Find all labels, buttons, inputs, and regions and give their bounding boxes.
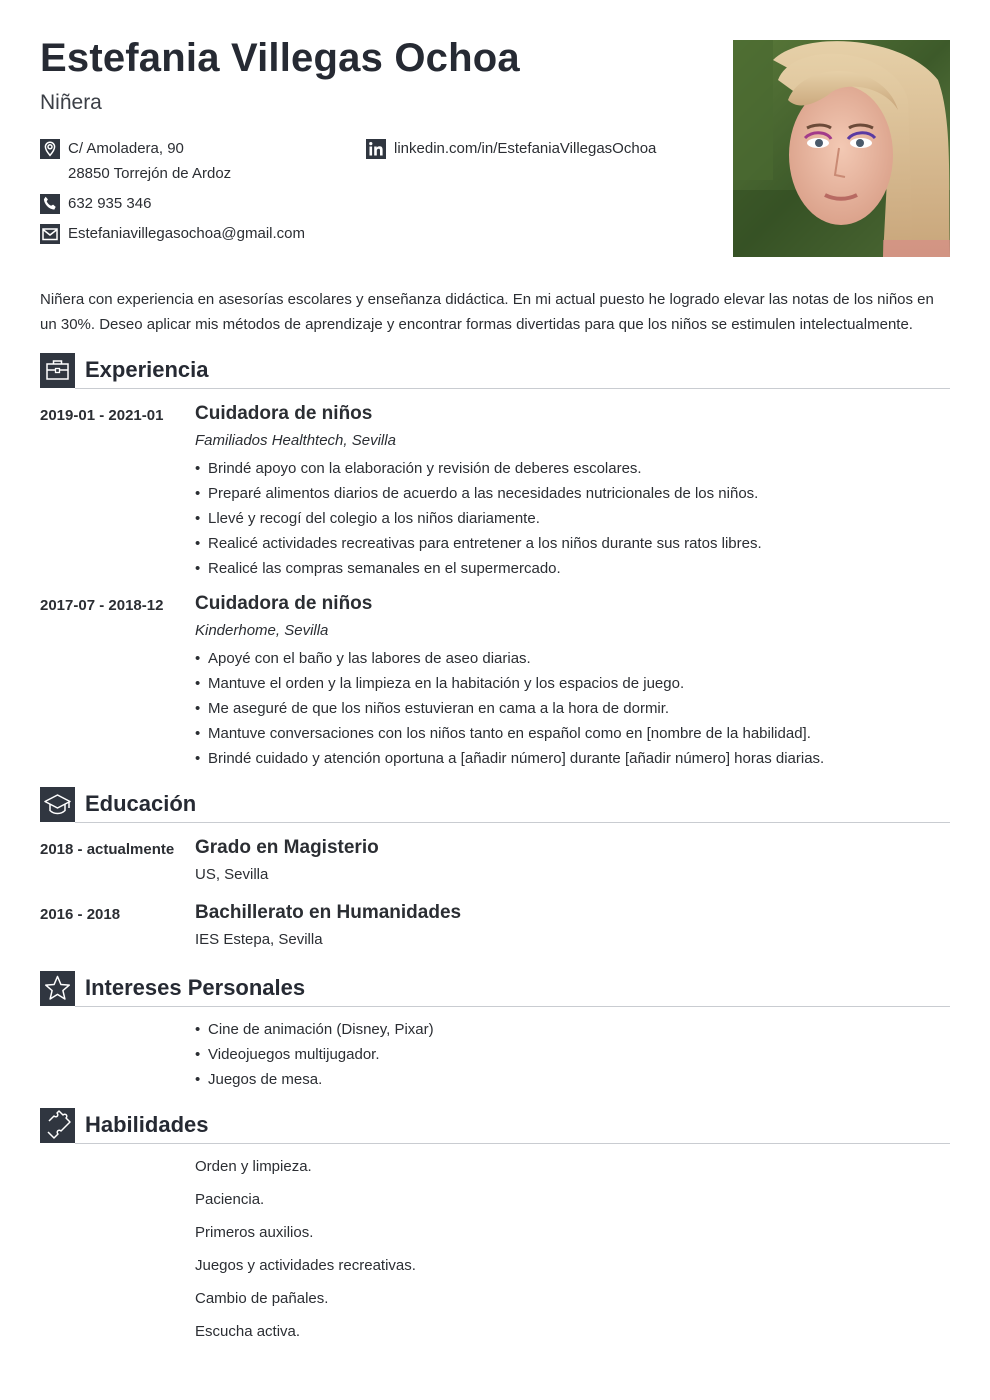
list-item: • Cine de animación (Disney, Pixar) (195, 1017, 935, 1042)
education-school: US, Sevilla (195, 866, 269, 883)
list-item: • Brindé cuidado y atención oportuna a [añadir número] durante [añadir número] horas diarias. (195, 746, 935, 771)
section-experience-title: Experiencia (85, 357, 209, 382)
section-interests-header (40, 971, 950, 1007)
experience-bullets (195, 456, 935, 581)
section-divider (75, 388, 950, 389)
linkedin-link[interactable]: linkedin.com/in/EstefaniaVillegasOchoa (394, 140, 657, 157)
email-address[interactable]: Estefaniavillegasochoa@gmail.com (68, 225, 306, 242)
list-item: • Llevé y recogí del colegio a los niños diariamente. (195, 506, 935, 531)
section-skills-title: Habilidades (85, 1112, 209, 1137)
list-item: • Realicé actividades recreativas para entretener a los niños durante sus ratos libres. (195, 531, 935, 556)
section-divider (75, 1143, 950, 1144)
list-item: Orden y limpieza. (195, 1158, 312, 1175)
experience-dates: 2017-07 - 2018-12 (40, 597, 164, 614)
list-item: Primeros auxilios. (195, 1224, 314, 1241)
skills-list (195, 1154, 416, 1352)
section-experience-header (40, 353, 950, 389)
puzzle-icon (40, 1108, 75, 1143)
section-divider (75, 822, 950, 823)
list-item: • Mantuve el orden y la limpieza en la habitación y los espacios de juego. (195, 671, 935, 696)
graduation-cap-icon (40, 787, 75, 822)
profile-summary: Niñera con experiencia en asesorías escolares y enseñanza didáctica. En mi actual puesto he logrado elevar las notas de los niños en un 30%. Deseo aplicar mis métodos de aprendizaje y encontrar formas divertidas para que los niños se estimulen intelectualmente. (40, 291, 934, 333)
list-item: • Juegos de mesa. (195, 1067, 935, 1092)
experience-dates: 2019-01 - 2021-01 (40, 407, 164, 424)
briefcase-icon (40, 353, 75, 388)
contact-address (40, 136, 360, 186)
interests-list (195, 1017, 935, 1092)
experience-company: Familiados Healthtech, Sevilla (195, 432, 396, 449)
list-item: • Realicé las compras semanales en el supermercado. (195, 556, 935, 581)
contact-linkedin[interactable] (366, 136, 726, 161)
education-dates: 2016 - 2018 (40, 906, 121, 923)
section-skills-header (40, 1108, 950, 1144)
education-school: IES Estepa, Sevilla (195, 931, 323, 948)
profile-photo (733, 40, 950, 257)
envelope-icon (40, 224, 60, 244)
candidate-name: Estefania Villegas Ochoa (40, 36, 520, 80)
candidate-role: Niñera (40, 91, 102, 114)
list-item: Cambio de pañales. (195, 1290, 329, 1307)
experience-title: Cuidadora de niños (195, 593, 373, 614)
linkedin-icon (366, 139, 386, 159)
section-divider (75, 1006, 950, 1007)
list-item: Paciencia. (195, 1191, 265, 1208)
contact-email[interactable] (40, 221, 360, 246)
section-education-header (40, 787, 950, 823)
experience-title: Cuidadora de niños (195, 403, 373, 424)
experience-bullets (195, 646, 935, 771)
experience-company: Kinderhome, Sevilla (195, 622, 329, 639)
phone-number: 632 935 346 (68, 195, 152, 212)
star-icon (40, 971, 75, 1006)
section-education-title: Educación (85, 791, 197, 816)
list-item: Escucha activa. (195, 1323, 301, 1340)
section-interests-title: Intereses Personales (85, 975, 306, 1000)
list-item: • Mantuve conversaciones con los niños tanto en español como en [nombre de la habilidad]. (195, 721, 935, 746)
list-item: • Me aseguré de que los niños estuvieran en cama a la hora de dormir. (195, 696, 935, 721)
address-line-2: 28850 Torrejón de Ardoz (68, 165, 232, 182)
list-item: • Apoyé con el baño y las labores de aseo diarias. (195, 646, 935, 671)
map-pin-icon (40, 139, 60, 159)
contact-phone (40, 191, 360, 216)
address-line-1: C/ Amoladera, 90 (68, 140, 184, 157)
education-title: Bachillerato en Humanidades (195, 902, 462, 923)
phone-icon (40, 194, 60, 214)
list-item: Juegos y actividades recreativas. (195, 1257, 416, 1274)
list-item: • Brindé apoyo con la elaboración y revisión de deberes escolares. (195, 456, 935, 481)
list-item: • Preparé alimentos diarios de acuerdo a las necesidades nutricionales de los niños. (195, 481, 935, 506)
education-dates: 2018 - actualmente (40, 841, 175, 858)
education-title: Grado en Magisterio (195, 837, 379, 858)
list-item: • Videojuegos multijugador. (195, 1042, 935, 1067)
